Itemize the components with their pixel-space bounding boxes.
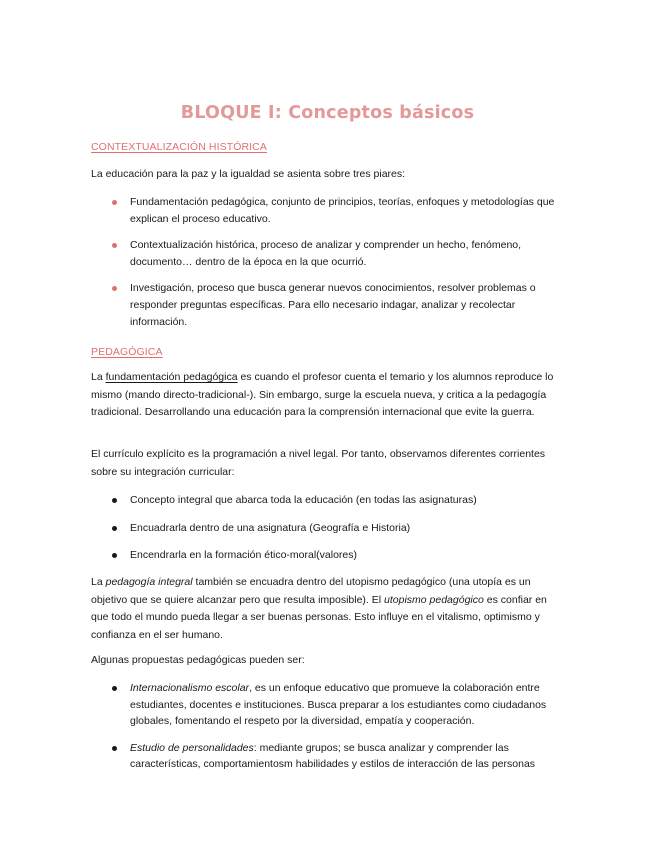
list-item: Investigación, proceso que busca generar nuevos conocimientos, resolver problemas o responder preguntas específicas. Para ello necesario indagar, analizar y recolectar información. bbox=[91, 280, 567, 330]
paragraph-propuestas: Algunas propuestas pedagógicas pueden ser: bbox=[91, 654, 305, 666]
bullet-icon bbox=[112, 526, 117, 531]
pillars-list bbox=[91, 194, 567, 330]
proposals-list bbox=[91, 680, 567, 773]
page-title: BLOQUE I: Conceptos básicos bbox=[180, 103, 475, 123]
bullet-icon bbox=[112, 243, 117, 248]
paragraph-fundamentacion: La fundamentación pedagógica es cuando el profesor cuenta el temario y los alumnos reproduce lo mismo (mando directo-tradicional-). Sin embargo, surge la escuela nueva, y critica a la pedagogía tradicional. Desarrollando una educación para la comprensión internacional que evite la guerra. bbox=[91, 371, 554, 419]
bullet-icon bbox=[112, 286, 117, 291]
section-heading-contextualizacion: CONTEXTUALIZACIÓN HISTÓRICA bbox=[91, 141, 267, 153]
list-item: Fundamentación pedagógica, conjunto de principios, teorías, enfoques y metodologías que explican el proceso educativo. bbox=[91, 194, 567, 227]
paragraph-curriculo: El currículo explícito es la programación a nivel legal. Por tanto, observamos diferentes corrientes sobre su integración curricular: bbox=[91, 448, 546, 478]
bullet-icon bbox=[112, 498, 117, 503]
list-item: Encendrarla en la formación ético-moral(valores) bbox=[91, 547, 567, 564]
list-item: Contextualización histórica, proceso de analizar y comprender un hecho, fenómeno, documento… dentro de la época en la que ocurrió. bbox=[91, 237, 567, 270]
section-heading-pedagogica: PEDAGÓGICA bbox=[91, 346, 163, 358]
bullet-icon bbox=[112, 746, 117, 751]
bullet-icon bbox=[112, 553, 117, 558]
list-item: Estudio de personalidades: mediante grupos; se busca analizar y comprender las características, comportamientosm habilidades y estilos de interacción de las personas bbox=[91, 740, 567, 773]
paragraph-pedagogia-integral: La pedagogía integral también se encuadra dentro del utopismo pedagógico (una utopía es un objetivo que se quiere alcanzar pero que resulta imposible). El utopismo pedagógico es confiar en que todo el mundo pueda llegar a ser buenas personas. Esto influye en el vitalismo, optimismo y confianza en el ser humano. bbox=[91, 576, 547, 641]
list-item: Encuadrarla dentro de una asignatura (Geografía e Historia) bbox=[91, 520, 567, 537]
list-item: Concepto integral que abarca toda la educación (en todas las asignaturas) bbox=[91, 492, 567, 509]
underlined-term: fundamentación pedagógica bbox=[105, 371, 238, 383]
italic-term: utopismo pedagógico bbox=[384, 593, 484, 606]
bullet-icon bbox=[112, 686, 117, 691]
currents-list bbox=[91, 492, 567, 564]
italic-term: pedagogía integral bbox=[105, 576, 193, 588]
bullet-icon bbox=[112, 200, 117, 205]
intro-paragraph: La educación para la paz y la igualdad se asienta sobre tres piares: bbox=[91, 168, 406, 180]
list-item: Internacionalismo escolar, es un enfoque educativo que promueve la colaboración entre estudiantes, docentes e instituciones. Busca preparar a los estudiantes como ciudadanos globales, fomentando el respeto por la diversidad, empatía y cooperación. bbox=[91, 680, 567, 730]
